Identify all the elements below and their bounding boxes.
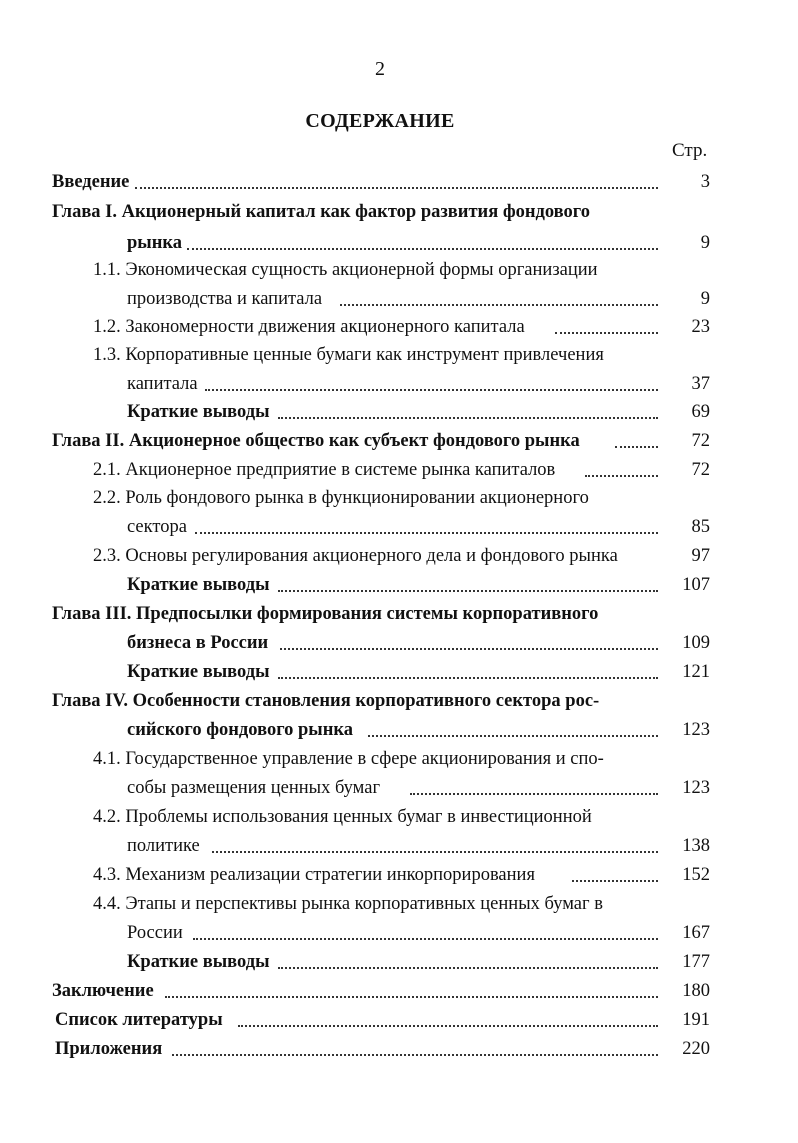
toc-entry-page: 9 (700, 233, 710, 253)
toc-entry-chapter-4[interactable] (0, 687, 798, 715)
toc-entry-page: 167 (682, 923, 710, 943)
toc-entry-intro[interactable] (0, 168, 798, 196)
toc-entry-page: 37 (691, 374, 710, 394)
toc-entry-page: 69 (691, 402, 710, 422)
toc-entry-text: собы размещения ценных бумаг (127, 774, 383, 802)
toc-entry-text: производства и капитала (127, 285, 325, 313)
toc-entry-text: 4.3. Механизм реализации стратегии инкорпорирования (93, 861, 538, 889)
toc-entry-section-4-1[interactable] (0, 745, 798, 773)
toc-entry-summary-4[interactable] (0, 948, 798, 976)
toc-entry-summary-1[interactable] (0, 398, 798, 426)
toc-entry-section-2-2[interactable] (0, 484, 798, 512)
toc-entry-page: 220 (682, 1039, 710, 1059)
toc-entry-chapter-3[interactable] (0, 600, 798, 628)
toc-entry-text: 2.2. Роль фондового рынка в функционировании акционерного (93, 484, 592, 512)
toc-entry-section-4-1-cont[interactable] (0, 774, 798, 802)
toc-entry-section-1-2[interactable] (0, 313, 798, 341)
toc-entry-text: Заключение (52, 977, 157, 1005)
toc-entry-text: 4.2. Проблемы использования ценных бумаг в инвестиционной (93, 803, 595, 831)
toc-entry-page: 123 (682, 720, 710, 740)
toc-entry-section-2-1[interactable] (0, 456, 798, 484)
toc-entry-text: Введение (52, 168, 132, 196)
page-column-label: Стр. (672, 140, 708, 161)
toc-entry-section-1-1[interactable] (0, 256, 798, 284)
toc-entry-text: Глава II. Акционерное общество как субъект фондового рынка (52, 427, 583, 455)
toc-entry-text: России (127, 919, 186, 947)
toc-entry-page: 109 (682, 633, 710, 653)
toc-entry-text: 4.4. Этапы и перспективы рынка корпоративных ценных бумаг в (93, 890, 606, 918)
toc-entry-page: 152 (682, 865, 710, 885)
toc-entry-text: Краткие выводы (127, 658, 273, 686)
document-title: СОДЕРЖАНИЕ (305, 110, 455, 132)
toc-entry-text: бизнеса в России (127, 629, 271, 657)
toc-entry-section-4-2-cont[interactable] (0, 832, 798, 860)
toc-entry-text: политике (127, 832, 203, 860)
toc-entry-page: 138 (682, 836, 710, 856)
toc-entry-page: 23 (691, 317, 710, 337)
toc-entry-chapter-1-cont[interactable] (0, 229, 798, 257)
toc-entry-text: 1.3. Корпоративные ценные бумаги как инструмент привлечения (93, 341, 607, 369)
toc-entry-text: Глава I. Акционерный капитал как фактор развития фондового (52, 198, 593, 226)
toc-entry-text: рынка (127, 229, 185, 257)
toc-entry-text: сектора (127, 513, 190, 541)
toc-entry-text: Глава IV. Особенности становления корпоративного сектора рос- (52, 687, 602, 715)
toc-entry-text: 2.3. Основы регулирования акционерного дела и фондового рынка (93, 542, 621, 570)
toc-entry-page: 3 (700, 172, 710, 192)
toc-entry-section-4-4-cont[interactable] (0, 919, 798, 947)
toc-entry-section-2-2-cont[interactable] (0, 513, 798, 541)
toc-entry-page: 85 (691, 517, 710, 537)
toc-entry-page: 107 (682, 575, 710, 595)
toc-entry-page: 97 (691, 546, 710, 566)
toc-entry-chapter-4-cont[interactable] (0, 716, 798, 744)
toc-entry-text: Приложения (55, 1035, 165, 1063)
toc-entry-page: 121 (682, 662, 710, 682)
toc-entry-page: 191 (682, 1010, 710, 1030)
toc-entry-text: 4.1. Государственное управление в сфере акционирования и спо- (93, 745, 607, 773)
toc-entry-section-4-4[interactable] (0, 890, 798, 918)
toc-entry-section-4-2[interactable] (0, 803, 798, 831)
toc-entry-chapter-1[interactable] (0, 198, 798, 226)
toc-entry-text: капитала (127, 370, 201, 398)
toc-entry-text: Краткие выводы (127, 948, 273, 976)
toc-entry-section-1-3[interactable] (0, 341, 798, 369)
toc-entry-text: 2.1. Акционерное предприятие в системе рынка капиталов (93, 456, 558, 484)
toc-entry-text: сийского фондового рынка (127, 716, 356, 744)
toc-entry-text: 1.2. Закономерности движения акционерного капитала (93, 313, 528, 341)
toc-entry-summary-2[interactable] (0, 571, 798, 599)
toc-entry-text: Список литературы (55, 1006, 226, 1034)
toc-entry-text: Краткие выводы (127, 398, 273, 426)
toc-entry-chapter-3-cont[interactable] (0, 629, 798, 657)
toc-entry-section-4-3[interactable] (0, 861, 798, 889)
toc-entry-page: 180 (682, 981, 710, 1001)
toc-entry-text: 1.1. Экономическая сущность акционерной формы организации (93, 256, 601, 284)
toc-entry-conclusion[interactable] (0, 977, 798, 1005)
toc-entry-chapter-2[interactable] (0, 427, 798, 455)
toc-entry-section-1-1-cont[interactable] (0, 285, 798, 313)
toc-entry-page: 9 (700, 289, 710, 309)
toc-entry-page: 177 (682, 952, 710, 972)
toc-entry-page: 72 (691, 431, 710, 451)
toc-entry-page: 72 (691, 460, 710, 480)
toc-entry-summary-3[interactable] (0, 658, 798, 686)
toc-entry-bibliography[interactable] (0, 1006, 798, 1034)
toc-entry-text: Глава III. Предпосылки формирования системы корпоративного (52, 600, 601, 628)
toc-entry-section-1-3-cont[interactable] (0, 370, 798, 398)
toc-entry-text: Краткие выводы (127, 571, 273, 599)
toc-entry-page: 123 (682, 778, 710, 798)
page-number: 2 (375, 58, 385, 80)
toc-entry-section-2-3[interactable] (0, 542, 798, 570)
toc-entry-appendices[interactable] (0, 1035, 798, 1063)
